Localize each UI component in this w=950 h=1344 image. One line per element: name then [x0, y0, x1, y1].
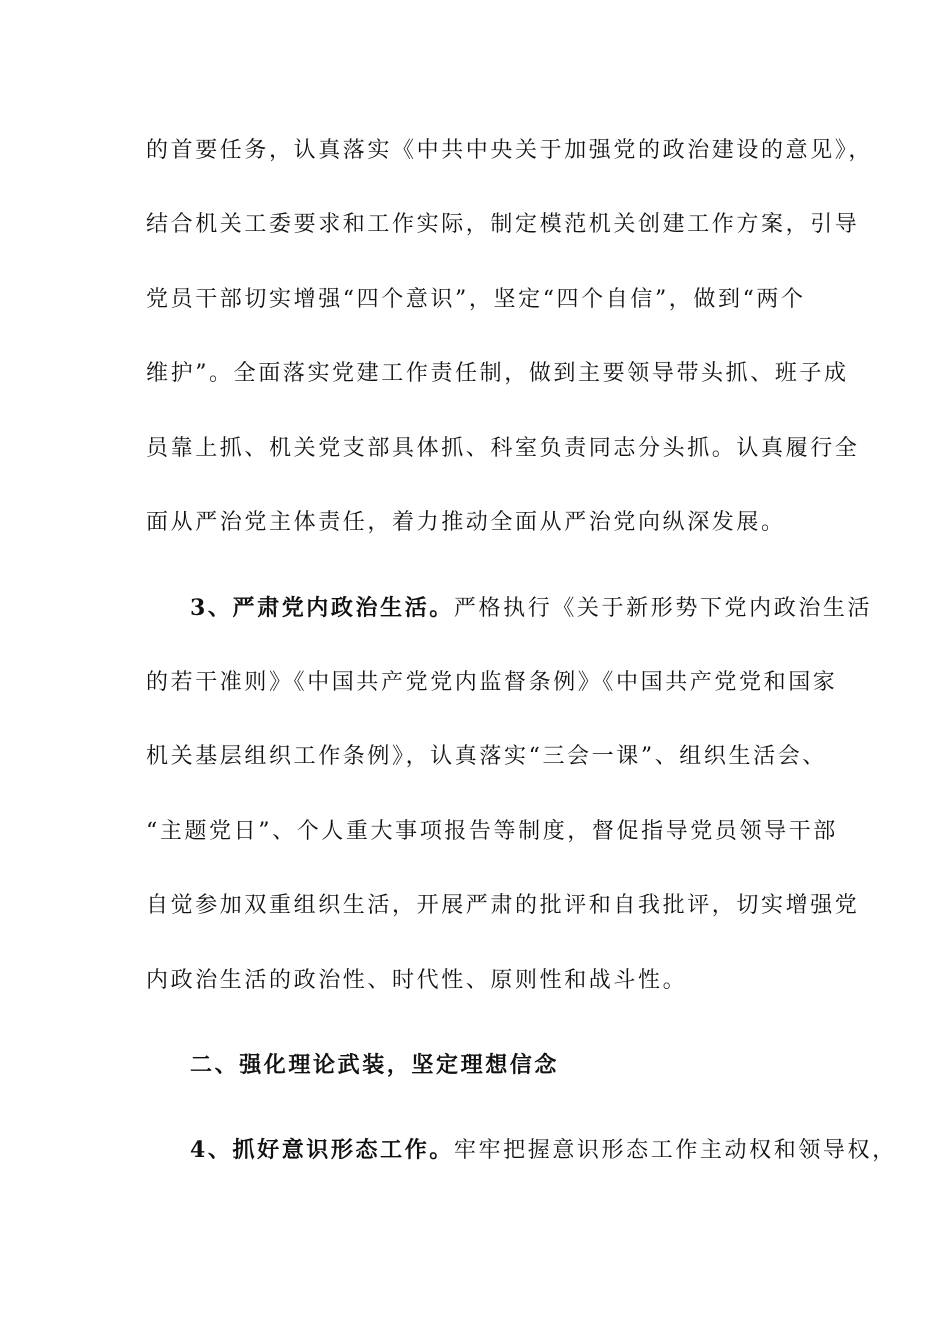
paragraph-line: 内政治生活的政治性、时代性、原则性和战斗性。 [146, 968, 688, 993]
item-lead: 4、抓好意识形态工作。 [190, 1137, 454, 1163]
section-heading: 二、强化理论武装，坚定理想信念 [190, 1052, 560, 1078]
paragraph-line: 机关基层组织工作条例》，认真落实“三会一课”、组织生活会、 [146, 744, 827, 769]
paragraph-line: “主题党日”、个人重大事项报告等制度，督促指导党员领导干部 [146, 819, 838, 844]
paragraph-line: 面从严治党主体责任，着力推动全面从严治党向纵深发展。 [146, 510, 786, 535]
paragraph-line: 结合机关工委要求和工作实际，制定模范机关创建工作方案，引导 [146, 212, 860, 237]
item-lead: 3、严肃党内政治生活。 [190, 595, 454, 621]
item-text: 牢牢把握意识形态工作主动权和领导权， [453, 1138, 897, 1163]
item-text: 严格执行《关于新形势下党内政治生活 [453, 596, 873, 621]
paragraph-first-line [190, 593, 872, 624]
paragraph-line: 员靠上抓、机关党支部具体抓、科室负责同志分头抓。认真履行全 [146, 436, 860, 461]
paragraph-line: 的首要任务，认真落实《中共中央关于加强党的政治建设的意见》， [146, 138, 874, 163]
paragraph-line: 自觉参加双重组织生活，开展严肃的批评和自我批评，切实增强党 [146, 893, 860, 918]
paragraph-line: 党员干部切实增强“四个意识”，坚定“四个自信”，做到“两个 [146, 287, 806, 312]
paragraph-line: 的若干准则》《中国共产党党内监督条例》《中国共产党党和国家 [146, 670, 838, 695]
paragraph-first-line [190, 1135, 897, 1166]
paragraph-line: 维护”。全面落实党建工作责任制，做到主要领导带头抓、班子成 [146, 361, 849, 386]
